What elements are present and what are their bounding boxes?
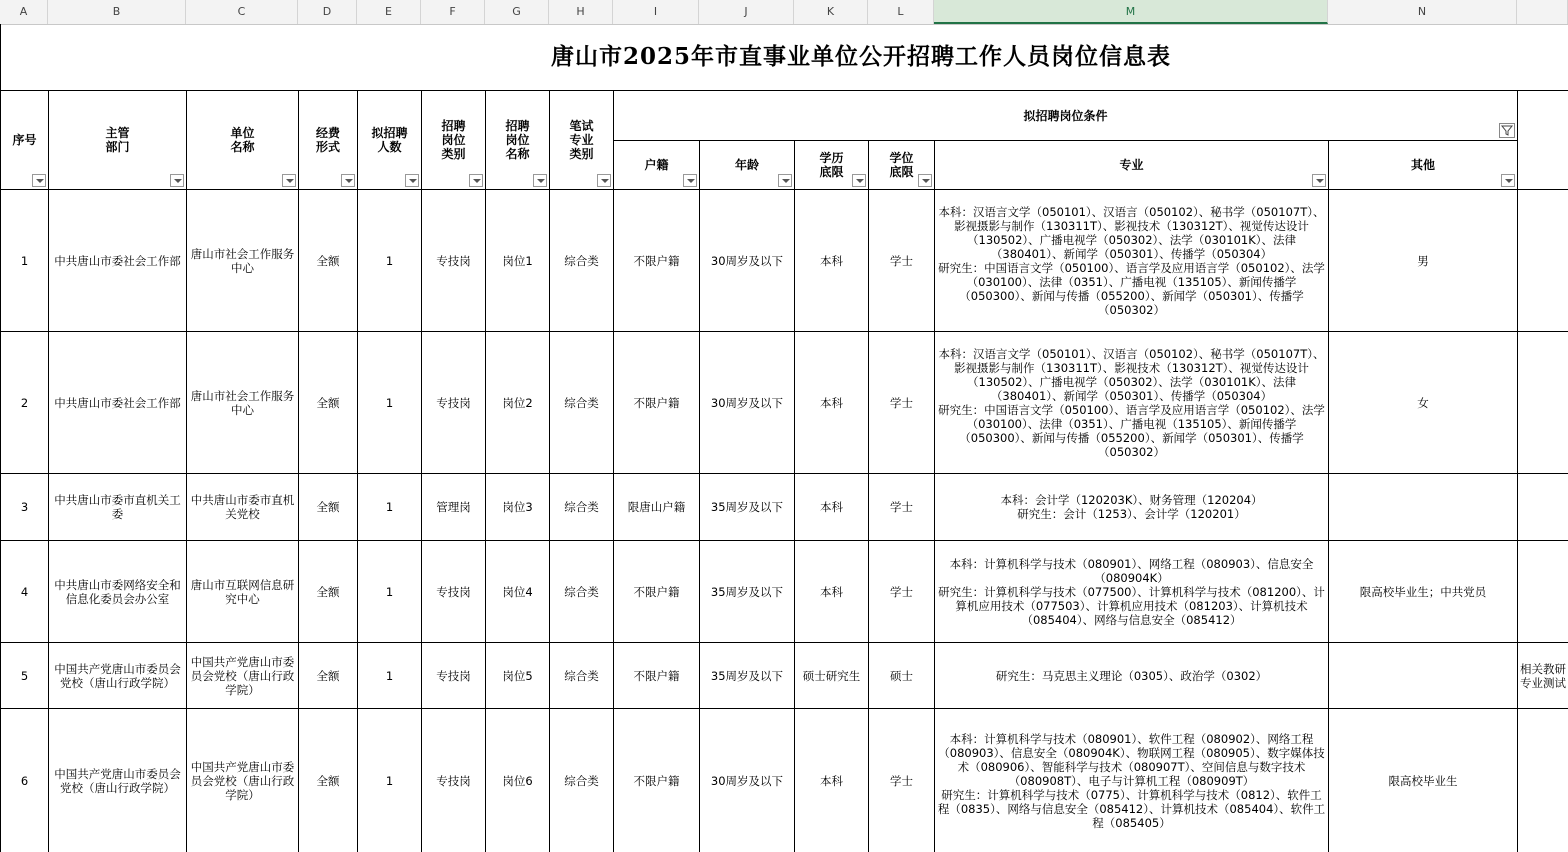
cell-major[interactable]: 本科：计算机科学与技术（080901）、网络工程（080903）、信息安全（080904K） 研究生：计算机科学与技术（077500）、计算机科学与技术（081200）、计算机应用技术（077503）、计算机应用技术（081203）、计算机技术（085404）、网络与信息安全（085412） <box>935 541 1329 643</box>
cell-post-type[interactable]: 专技岗 <box>422 190 486 332</box>
cell-dept[interactable]: 中共唐山市委网络安全和信息化委员会办公室 <box>49 541 187 643</box>
cell-dept[interactable]: 中共唐山市委市直机关工委 <box>49 474 187 541</box>
cell-other[interactable]: 限高校毕业生 <box>1329 709 1518 852</box>
table-row <box>1 474 1568 541</box>
header-conditions: 拟招聘岗位条件 <box>614 91 1518 141</box>
cell-seq[interactable]: 3 <box>1 474 49 541</box>
cell-hukou[interactable]: 不限户籍 <box>614 541 700 643</box>
column-header-g[interactable]: G <box>485 0 549 24</box>
cell-post-name[interactable]: 岗位1 <box>486 190 550 332</box>
cell-post-name[interactable]: 岗位3 <box>486 474 550 541</box>
column-header-n[interactable]: N <box>1328 0 1517 24</box>
cell-extra[interactable]: 相关教研 专业测试 <box>1518 643 1568 709</box>
cell-seq[interactable]: 1 <box>1 190 49 332</box>
cell-post-type[interactable]: 管理岗 <box>422 474 486 541</box>
cell-dept[interactable]: 中共唐山市委社会工作部 <box>49 332 187 474</box>
cell-unit[interactable]: 中共唐山市委市直机关党校 <box>187 474 299 541</box>
cell-hukou[interactable]: 不限户籍 <box>614 332 700 474</box>
cell-count[interactable]: 1 <box>358 643 422 709</box>
table-row <box>1 332 1568 474</box>
cell-hukou[interactable]: 不限户籍 <box>614 643 700 709</box>
cell-other[interactable]: 男 <box>1329 190 1518 332</box>
cell-count[interactable]: 1 <box>358 709 422 852</box>
cell-funding[interactable]: 全额 <box>299 332 358 474</box>
header-edu: 学历 底限 <box>795 141 869 190</box>
cell-post-name[interactable]: 岗位4 <box>486 541 550 643</box>
cell-hukou[interactable]: 不限户籍 <box>614 709 700 852</box>
cell-post-type[interactable]: 专技岗 <box>422 332 486 474</box>
cell-hukou[interactable]: 限唐山户籍 <box>614 474 700 541</box>
cell-exam-type[interactable]: 综合类 <box>550 332 614 474</box>
cell-unit[interactable]: 中国共产党唐山市委员会党校（唐山行政学院） <box>187 643 299 709</box>
filter-active-icon[interactable] <box>1499 123 1515 138</box>
header-major: 专业 <box>935 141 1329 190</box>
cell-post-type[interactable]: 专技岗 <box>422 709 486 852</box>
cell-seq[interactable]: 2 <box>1 332 49 474</box>
cell-degree[interactable]: 学士 <box>869 332 935 474</box>
cell-major[interactable]: 本科：汉语言文学（050101）、汉语言（050102）、秘书学（050107T）、影视摄影与制作（130311T）、影视技术（130312T）、视觉传达设计（130502）、广播电视学（050302）、法学（030101K）、法律（380401）、新闻学（050301）、传播学（050304） 研究生：中国语言文学（050100）、语言学及应用语言学（050102）、法学（030100）、法律（0351）、广播电视（135105）、新闻传播学（050300）、新闻与传播（055200）、新闻学（050301）、传播学（050302） <box>935 190 1329 332</box>
cell-exam-type[interactable]: 综合类 <box>550 643 614 709</box>
cell-other[interactable] <box>1329 474 1518 541</box>
header-other: 其他 <box>1329 141 1518 190</box>
filter-dropdown-icon[interactable] <box>683 174 697 187</box>
filter-dropdown-icon[interactable] <box>170 174 184 187</box>
filter-dropdown-icon[interactable] <box>1501 174 1515 187</box>
cell-age[interactable]: 30周岁及以下 <box>700 190 795 332</box>
table-row <box>1 709 1568 852</box>
column-header-o[interactable] <box>1517 0 1568 24</box>
cell-degree[interactable]: 学士 <box>869 190 935 332</box>
cell-dept[interactable]: 中共唐山市委社会工作部 <box>49 190 187 332</box>
column-header-i[interactable]: I <box>613 0 699 24</box>
cell-other[interactable] <box>1329 643 1518 709</box>
cell-major[interactable]: 本科：汉语言文学（050101）、汉语言（050102）、秘书学（050107T）、影视摄影与制作（130311T）、影视技术（130312T）、视觉传达设计（130502）、广播电视学（050302）、法学（030101K）、法律（380401）、新闻学（050301）、传播学（050304） 研究生：中国语言文学（050100）、语言学及应用语言学（050102）、法学（030100）、法律（0351）、广播电视（135105）、新闻传播学（050300）、新闻与传播（055200）、新闻学（050301）、传播学（050302） <box>935 332 1329 474</box>
cell-unit[interactable]: 唐山市社会工作服务中心 <box>187 190 299 332</box>
filter-dropdown-icon[interactable] <box>469 174 483 187</box>
cell-degree[interactable]: 学士 <box>869 541 935 643</box>
cell-funding[interactable]: 全额 <box>299 541 358 643</box>
cell-seq[interactable]: 5 <box>1 643 49 709</box>
cell-post-name[interactable]: 岗位6 <box>486 709 550 852</box>
header-degree: 学位 底限 <box>869 141 935 190</box>
cell-hukou[interactable]: 不限户籍 <box>614 190 700 332</box>
filter-dropdown-icon[interactable] <box>778 174 792 187</box>
column-header-f[interactable]: F <box>421 0 485 24</box>
column-header-l[interactable]: L <box>868 0 934 24</box>
cell-exam-type[interactable]: 综合类 <box>550 474 614 541</box>
cell-extra[interactable] <box>1518 709 1568 852</box>
cell-major[interactable]: 本科：会计学（120203K）、财务管理（120204） 研究生：会计（1253）、会计学（120201） <box>935 474 1329 541</box>
cell-count[interactable]: 1 <box>358 474 422 541</box>
filter-dropdown-icon[interactable] <box>852 174 866 187</box>
column-header-e[interactable]: E <box>357 0 421 24</box>
header-funding: 经费 形式 <box>299 91 358 190</box>
column-header-j[interactable]: J <box>699 0 794 24</box>
filter-dropdown-icon[interactable] <box>533 174 547 187</box>
cell-edu[interactable]: 本科 <box>795 332 869 474</box>
header-post-name: 招聘 岗位 名称 <box>486 91 550 190</box>
table-row <box>1 190 1568 332</box>
cell-count[interactable]: 1 <box>358 190 422 332</box>
header-exam-type: 笔试 专业 类别 <box>550 91 614 190</box>
column-header-m[interactable]: M <box>934 0 1328 24</box>
filter-dropdown-icon[interactable] <box>918 174 932 187</box>
cell-age[interactable]: 35周岁及以下 <box>700 643 795 709</box>
filter-dropdown-icon[interactable] <box>341 174 355 187</box>
header-extra <box>1518 91 1568 190</box>
column-header-a[interactable]: A <box>0 0 48 24</box>
cell-funding[interactable]: 全额 <box>299 643 358 709</box>
header-unit: 单位 名称 <box>187 91 299 190</box>
cell-funding[interactable]: 全额 <box>299 190 358 332</box>
cell-edu[interactable]: 本科 <box>795 709 869 852</box>
cell-exam-type[interactable]: 综合类 <box>550 541 614 643</box>
filter-dropdown-icon[interactable] <box>1312 174 1326 187</box>
column-header-c[interactable]: C <box>186 0 298 24</box>
cell-funding[interactable]: 全额 <box>299 474 358 541</box>
cell-unit[interactable]: 中国共产党唐山市委员会党校（唐山行政学院） <box>187 709 299 852</box>
header-hukou: 户籍 <box>614 141 700 190</box>
cell-exam-type[interactable]: 综合类 <box>550 190 614 332</box>
cell-major[interactable]: 研究生：马克思主义理论（0305）、政治学（0302） <box>935 643 1329 709</box>
cell-seq[interactable]: 4 <box>1 541 49 643</box>
cell-count[interactable]: 1 <box>358 332 422 474</box>
column-header-k[interactable]: K <box>794 0 868 24</box>
cell-edu[interactable]: 硕士研究生 <box>795 643 869 709</box>
column-header-d[interactable]: D <box>298 0 357 24</box>
cell-degree[interactable]: 学士 <box>869 709 935 852</box>
cell-extra[interactable] <box>1518 332 1568 474</box>
header-count: 拟招聘 人数 <box>358 91 422 190</box>
cell-degree[interactable]: 硕士 <box>869 643 935 709</box>
header-seq: 序号 <box>1 91 49 190</box>
header-age: 年龄 <box>700 141 795 190</box>
cell-post-type[interactable]: 专技岗 <box>422 643 486 709</box>
cell-unit[interactable]: 唐山市互联网信息研究中心 <box>187 541 299 643</box>
cell-edu[interactable]: 本科 <box>795 541 869 643</box>
column-header-h[interactable]: H <box>549 0 613 24</box>
cell-seq[interactable]: 6 <box>1 709 49 852</box>
cell-post-type[interactable]: 专技岗 <box>422 541 486 643</box>
cell-post-name[interactable]: 岗位2 <box>486 332 550 474</box>
filter-dropdown-icon[interactable] <box>597 174 611 187</box>
filter-dropdown-icon[interactable] <box>282 174 296 187</box>
cell-dept[interactable]: 中国共产党唐山市委员会党校（唐山行政学院） <box>49 709 187 852</box>
cell-age[interactable]: 30周岁及以下 <box>700 709 795 852</box>
cell-degree[interactable]: 学士 <box>869 474 935 541</box>
header-dept: 主管 部门 <box>49 91 187 190</box>
cell-age[interactable]: 30周岁及以下 <box>700 332 795 474</box>
cell-age[interactable]: 35周岁及以下 <box>700 474 795 541</box>
cell-exam-type[interactable]: 综合类 <box>550 709 614 852</box>
cell-edu[interactable]: 本科 <box>795 190 869 332</box>
header-post-type: 招聘 岗位 类别 <box>422 91 486 190</box>
cell-count[interactable]: 1 <box>358 541 422 643</box>
column-header-bar <box>0 0 1568 25</box>
cell-major[interactable]: 本科：计算机科学与技术（080901）、软件工程（080902）、网络工程（080903）、信息安全（080904K）、物联网工程（080905）、数字媒体技术（080906）、智能科学与技术（080907T）、空间信息与数字技术（080908T）、电子与计算机工程（080909T） 研究生：计算机科学与技术（0775）、计算机科学与技术（0812）、软件工程（0835）、网络与信息安全（085412）、计算机技术（085404）、软件工程（085405） <box>935 709 1329 852</box>
table-row <box>1 643 1568 709</box>
cell-dept[interactable]: 中国共产党唐山市委员会党校（唐山行政学院） <box>49 643 187 709</box>
cell-extra[interactable] <box>1518 474 1568 541</box>
cell-age[interactable]: 35周岁及以下 <box>700 541 795 643</box>
job-table <box>0 90 1568 852</box>
column-header-b[interactable]: B <box>48 0 186 24</box>
cell-edu[interactable]: 本科 <box>795 474 869 541</box>
cell-unit[interactable]: 唐山市社会工作服务中心 <box>187 332 299 474</box>
table-row <box>1 541 1568 643</box>
cell-other[interactable]: 限高校毕业生；中共党员 <box>1329 541 1518 643</box>
cell-extra[interactable] <box>1518 541 1568 643</box>
filter-dropdown-icon[interactable] <box>405 174 419 187</box>
cell-other[interactable]: 女 <box>1329 332 1518 474</box>
sheet-title: 唐山市2025年市直事业单位公开招聘工作人员岗位信息表 <box>0 24 1568 90</box>
cell-funding[interactable]: 全额 <box>299 709 358 852</box>
filter-dropdown-icon[interactable] <box>32 174 46 187</box>
cell-extra[interactable] <box>1518 190 1568 332</box>
cell-post-name[interactable]: 岗位5 <box>486 643 550 709</box>
